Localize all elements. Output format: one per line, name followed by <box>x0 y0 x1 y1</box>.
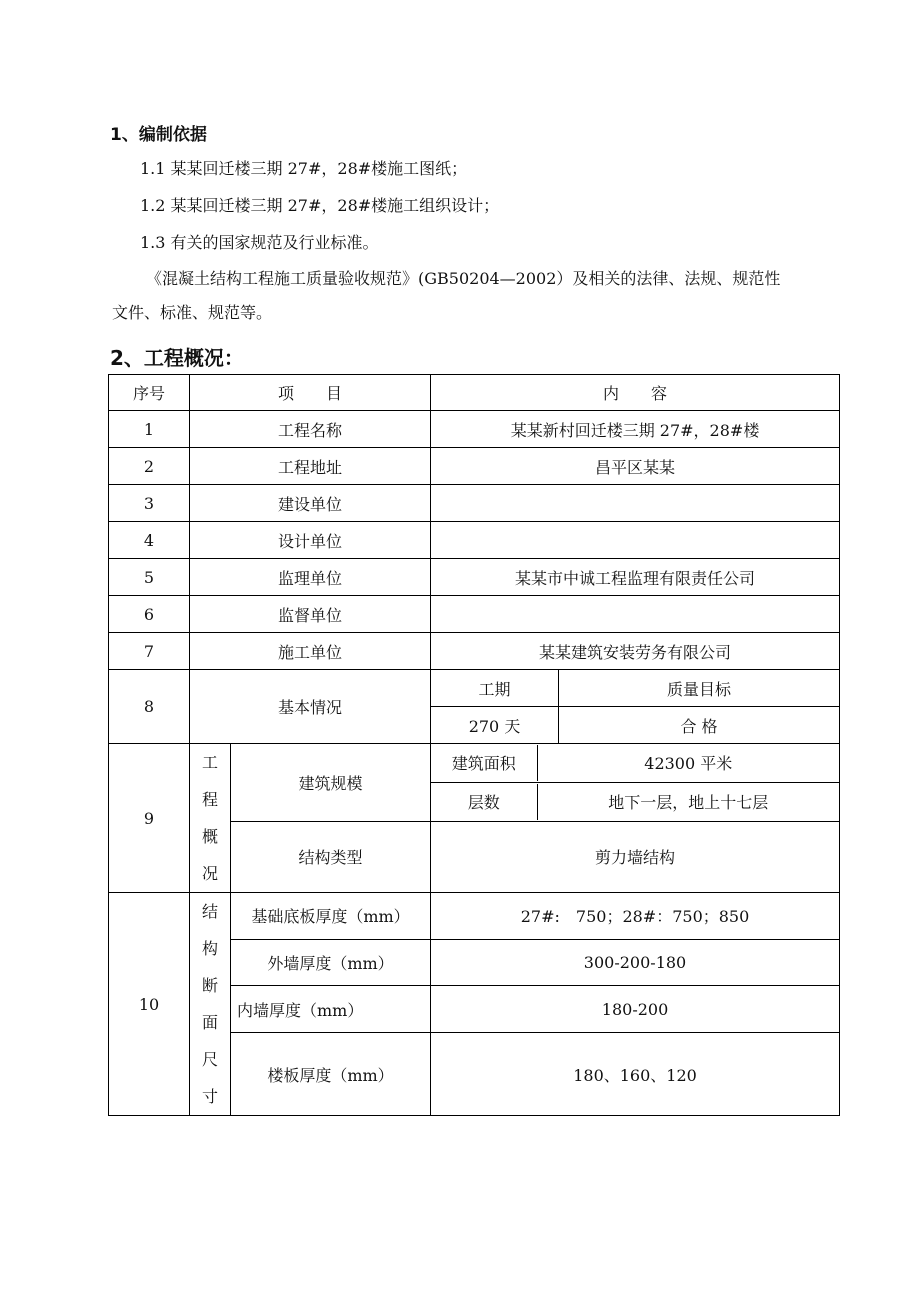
row-content <box>431 522 840 559</box>
group-char: 尺 <box>201 1050 218 1069</box>
area-label: 建筑面积 <box>431 745 537 781</box>
row-content <box>431 596 840 633</box>
group-char: 况 <box>201 864 218 883</box>
section-dim-label: 外墙厚度（mm） <box>231 939 431 986</box>
basis-paragraph-line-1: 《混凝土结构工程施工质量验收规范》(GB50204—2002）及相关的法律、法规、规范性 <box>146 269 781 288</box>
basis-item-3: 1.3 有关的国家规范及行业标准。 <box>140 233 379 252</box>
header-item: 项 目 <box>190 375 431 411</box>
row-item: 施工单位 <box>190 633 431 670</box>
row-item: 建设单位 <box>190 485 431 522</box>
row-content: 某某建筑安装劳务有限公司 <box>431 633 840 670</box>
row-no: 7 <box>109 633 190 670</box>
table-row <box>109 559 840 596</box>
area-inner-table <box>431 745 839 781</box>
table-row-8 <box>109 670 840 707</box>
row-item: 工程名称 <box>190 411 431 448</box>
basis-paragraph-line-2: 文件、标准、规范等。 <box>112 303 273 322</box>
section-dim-value: 180-200 <box>431 986 840 1033</box>
floors-cell <box>431 782 840 821</box>
floors-label: 层数 <box>431 784 537 820</box>
structure-value: 剪力墙结构 <box>431 821 840 892</box>
group-char: 工 <box>201 753 218 772</box>
row-no: 2 <box>109 448 190 485</box>
group-char: 程 <box>201 790 218 809</box>
row-no: 9 <box>109 744 190 893</box>
group-char: 断 <box>201 976 218 995</box>
floors-inner-table <box>431 784 839 820</box>
table-row <box>109 448 840 485</box>
group-char: 概 <box>201 827 218 846</box>
table-row <box>109 485 840 522</box>
row-10-group-label <box>190 893 231 1116</box>
floors-value: 地下一层，地上十七层 <box>608 793 769 813</box>
table-row <box>109 596 840 633</box>
row-content: 昌平区某某 <box>431 448 840 485</box>
table-row <box>109 633 840 670</box>
quality-label: 质量目标 <box>559 670 840 707</box>
row-content: 某某市中诚工程监理有限责任公司 <box>431 559 840 596</box>
scale-label: 建筑规模 <box>231 744 431 822</box>
row-no: 8 <box>109 670 190 744</box>
table-row-10 <box>109 893 840 940</box>
row-item: 工程地址 <box>190 448 431 485</box>
group-char: 构 <box>201 939 218 958</box>
row-item: 监理单位 <box>190 559 431 596</box>
section-dim-value: 180、160、120 <box>431 1033 840 1116</box>
table-row-9 <box>109 744 840 783</box>
section-dim-label: 内墙厚度（mm） <box>231 986 431 1033</box>
row-content: 某某新村回迁楼三期 27#，28#楼 <box>431 411 840 448</box>
row-item: 基本情况 <box>190 670 431 744</box>
section-dim-value: 27#: 750；28#：750；850 <box>431 893 840 940</box>
structure-label: 结构类型 <box>231 821 431 892</box>
section-2-heading: 2、工程概况： <box>110 346 244 370</box>
section-1-heading: 1、编制依据 <box>110 125 207 145</box>
table-row <box>109 411 840 448</box>
row-no: 6 <box>109 596 190 633</box>
row-item: 监督单位 <box>190 596 431 633</box>
quality-value: 合 格 <box>559 707 840 744</box>
basis-item-2: 1.2 某某回迁楼三期 27#，28#楼施工组织设计； <box>140 196 500 215</box>
area-cell <box>431 744 840 783</box>
area-value: 42300 平米 <box>644 754 733 774</box>
row-no: 3 <box>109 485 190 522</box>
section-dim-label: 楼板厚度（mm） <box>231 1033 431 1116</box>
duration-label: 工期 <box>431 670 559 707</box>
group-char: 寸 <box>201 1087 218 1106</box>
duration-value: 270 天 <box>431 707 559 744</box>
table-header-row <box>109 375 840 411</box>
table-row <box>109 522 840 559</box>
header-no: 序号 <box>109 375 190 411</box>
section-dim-value: 300-200-180 <box>431 939 840 986</box>
row-9-group-label <box>190 744 231 893</box>
group-char: 结 <box>201 902 218 921</box>
row-no: 5 <box>109 559 190 596</box>
row-content <box>431 485 840 522</box>
row-no: 1 <box>109 411 190 448</box>
header-content: 内 容 <box>431 375 840 411</box>
row-no: 10 <box>109 893 190 1116</box>
project-overview-table <box>108 374 840 1116</box>
section-dim-label: 基础底板厚度（mm） <box>231 893 431 940</box>
group-char: 面 <box>201 1013 218 1032</box>
basis-item-1: 1.1 某某回迁楼三期 27#，28#楼施工图纸； <box>140 159 468 178</box>
row-item: 设计单位 <box>190 522 431 559</box>
row-no: 4 <box>109 522 190 559</box>
